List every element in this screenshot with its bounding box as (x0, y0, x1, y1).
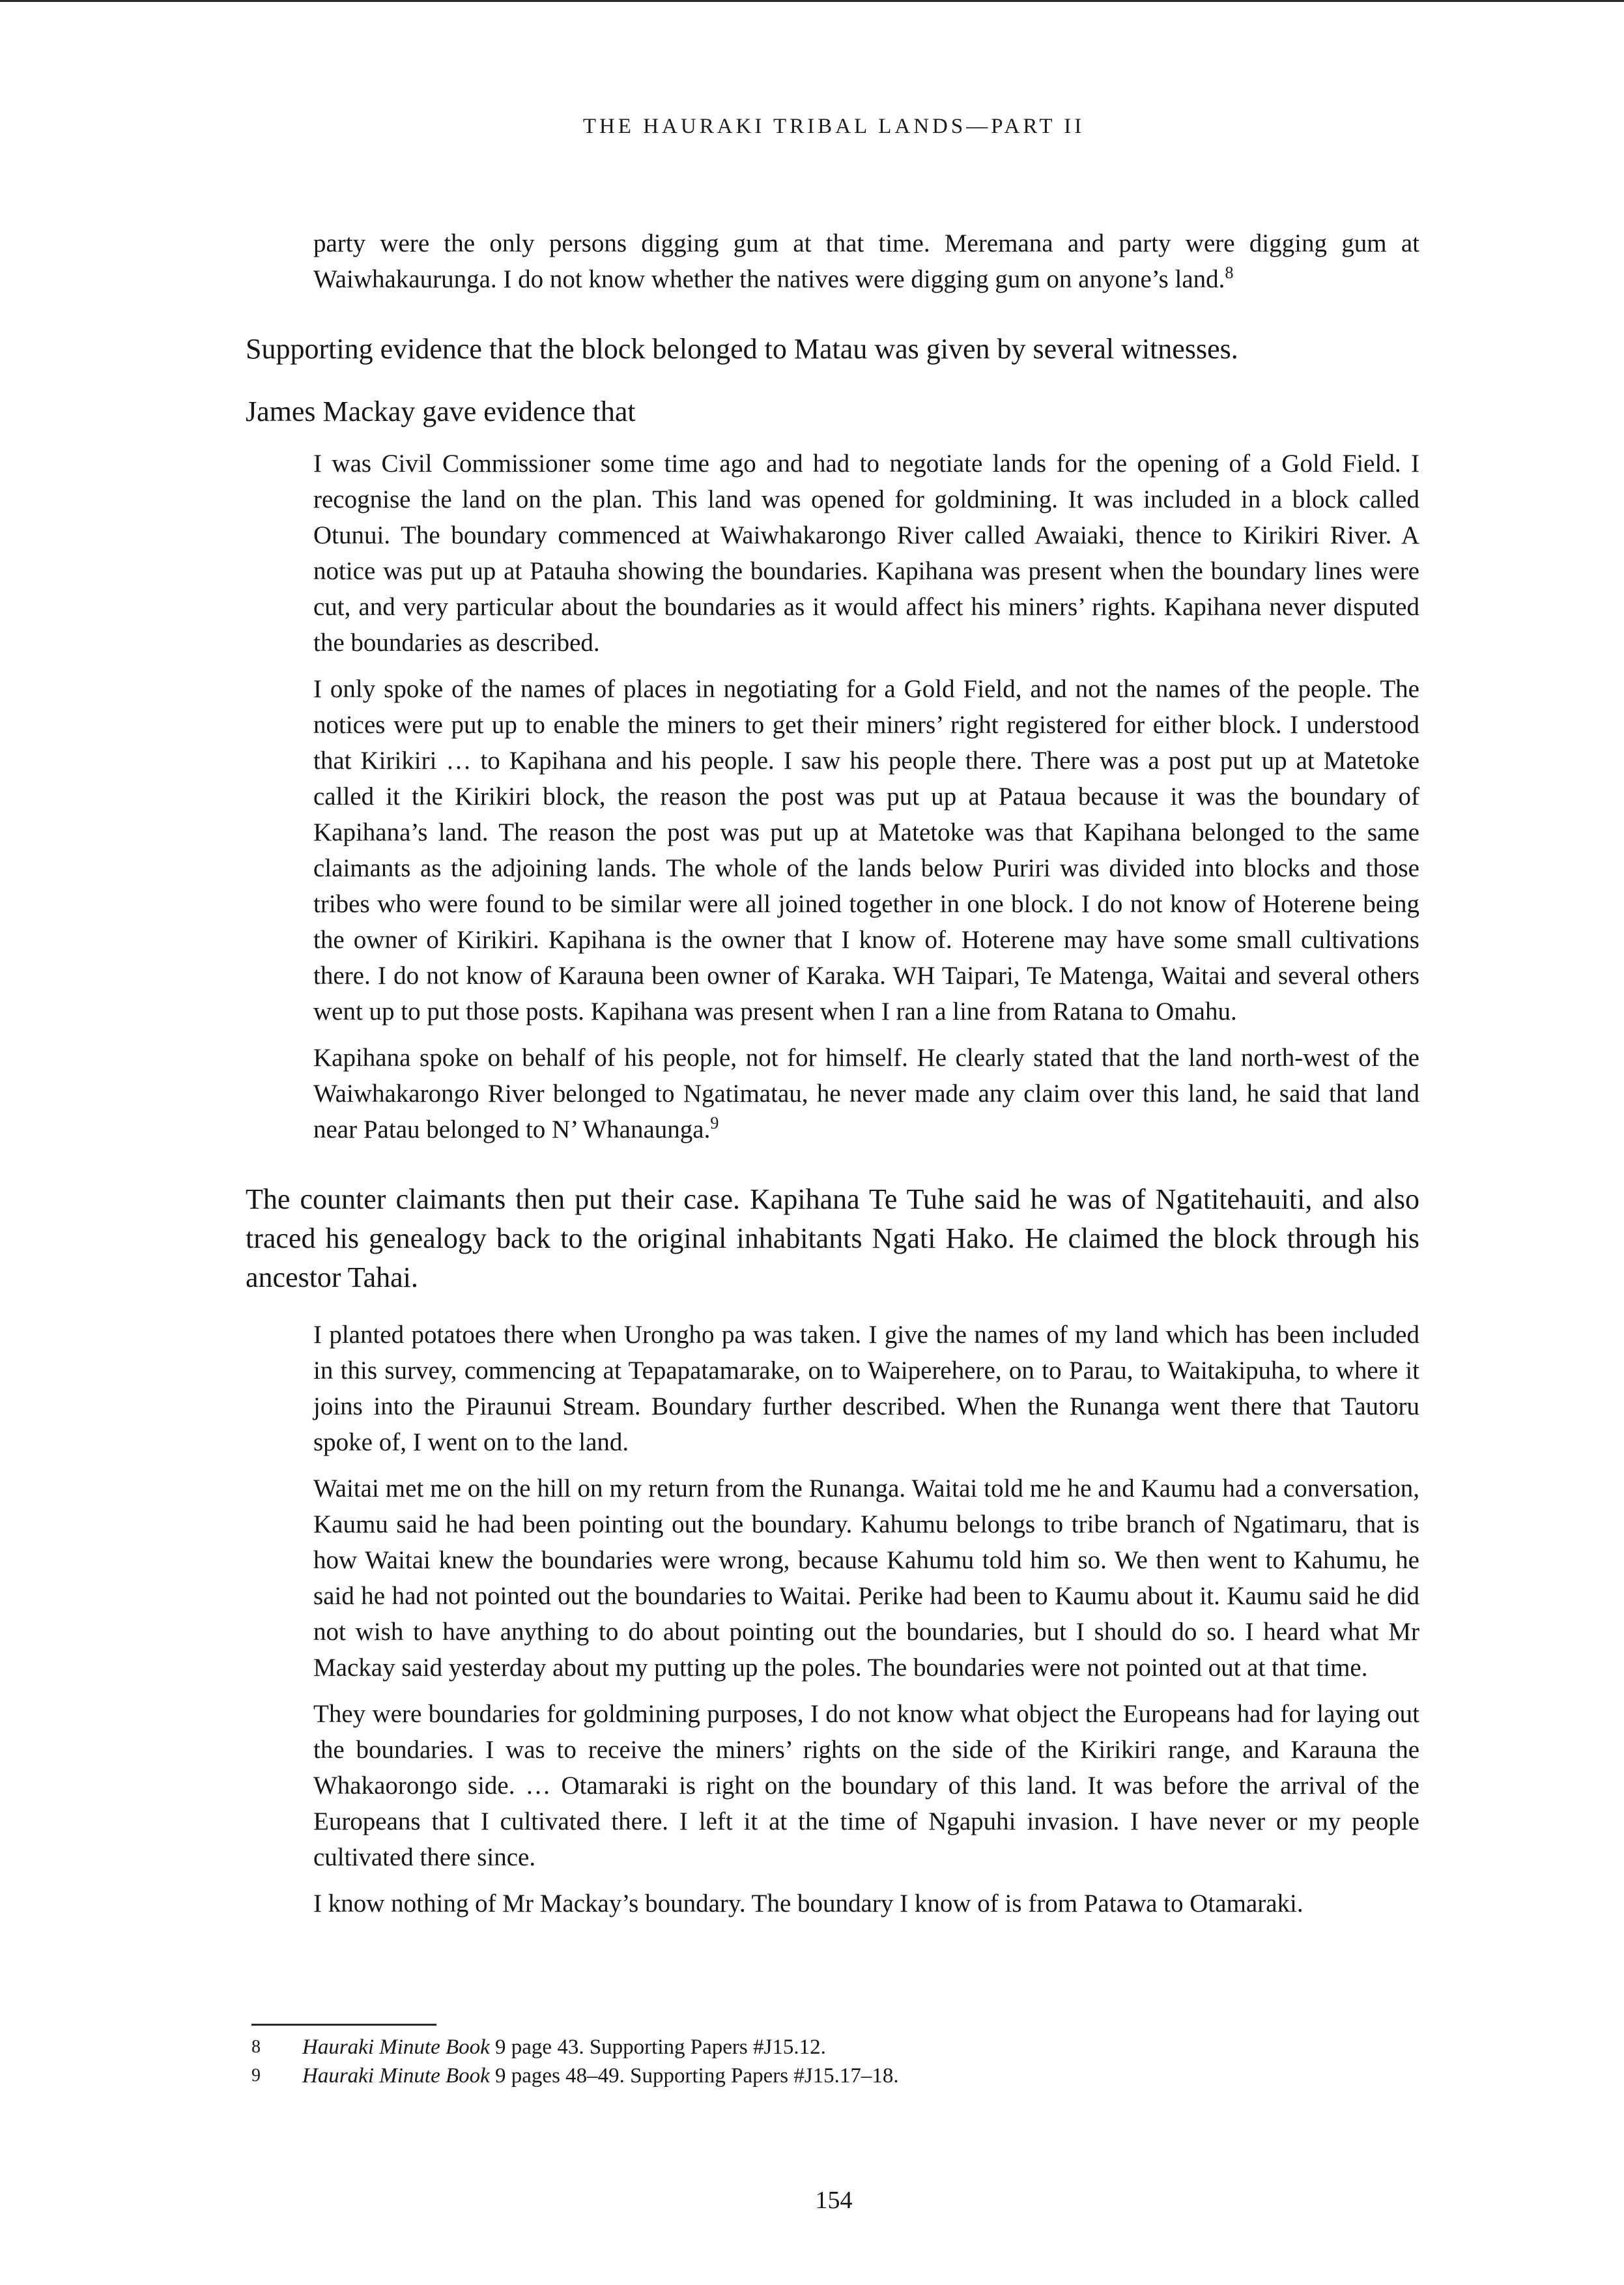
running-head: THE HAURAKI TRIBAL LANDS—PART II (582, 115, 1085, 138)
footnote-8 (251, 2033, 1417, 2062)
quote-text: party were the only persons digging gum at that time. Meremana and party were digging gum at Waiwhakaurunga. I do not know whether the natives were digging gum on anyone’s land. (313, 229, 1419, 293)
quote-paragraph (313, 225, 1419, 297)
quote-paragraph: I know nothing of Mr Mackay’s boundary. The boundary I know of is from Patawa to Otamaraki. (313, 1890, 1303, 1918)
body-paragraph-1: Supporting evidence that the block belonged to Matau was given by several witnesses. (246, 333, 1238, 365)
footnote-number: 9 (251, 2065, 261, 2086)
footnote-number: 8 (251, 2037, 261, 2057)
body-paragraph-3: The counter claimants then put their case. Kapihana Te Tuhe said he was of Ngatitehauiti, and also traced his genealogy back to the original inhabitants Ngati Hako. He claimed the block through his ancestor Tahai. (246, 1183, 1419, 1293)
footnotes (251, 2033, 1417, 2090)
page-number: 154 (815, 2187, 853, 2214)
footnote-text (302, 2033, 826, 2062)
block-quote-1 (313, 225, 1419, 297)
footnote-detail: 9 page 43. Supporting Papers #J15.12. (489, 2035, 826, 2059)
block-quote-2 (313, 446, 1419, 1147)
quote-text: Kapihana spoke on behalf of his people, not for himself. He clearly stated that the land north-west of the Waiwhakarongo River belonged to Ngatimatau, he never made any claim over this land, he said that land near Patau belonged to N’ Whanaunga. (313, 1044, 1419, 1143)
footnote-text (302, 2062, 899, 2090)
quote-paragraph: I only spoke of the names of places in negotiating for a Gold Field, and not the names of the people. The notices were put up to enable the miners to get their miners’ right registered for either block. I understood that Kirikiri … to Kapihana and his people. I saw his people there. There was a post put up at Matetoke called it the Kirikiri block, the reason the post was put up at Pataua because it was the boundary of Kapihana’s land. The reason the post was put up at Matetoke was that Kapihana belonged to the same claimants as the adjoining lands. The whole of the lands below Puriri was divided into blocks and those tribes who were found to be similar were all joined together in one block. I do not know of Hoterene being the owner of Kirikiri. Kapihana is the owner that I know of. Hoterene may have some small cultivations there. I do not know of Karauna been owner of Karaka. WH Taipari, Te Matenga, Waitai and several others went up to put those posts. Kapihana was present when I ran a line from Ratana to Omahu. (313, 675, 1419, 1026)
footnote-detail: 9 pages 48–49. Supporting Papers #J15.17–18. (489, 2064, 899, 2088)
page-top-border (0, 0, 1624, 2)
footnote-ref-9: 9 (710, 1114, 719, 1132)
quote-paragraph (313, 1040, 1419, 1147)
quote-paragraph: Waitai met me on the hill on my return from the Runanga. Waitai told me he and Kaumu had a conversation, Kaumu said he had been pointing out the boundary. Kahumu belongs to tribe branch of Ngatimaru, that is how Waitai knew the boundaries were wrong, because Kahumu told him so. We then went to Kahumu, he said he had not pointed out the boundaries to Waitai. Perike had been to Kaumu about it. Kaumu said he did not wish to have anything to do about pointing out the boundaries, but I should do so. I heard what Mr Mackay said yesterday about my putting up the poles. The boundaries were not pointed out at that time. (313, 1474, 1419, 1682)
page-body (246, 225, 1419, 1921)
body-paragraph-2: James Mackay gave evidence that (246, 395, 636, 427)
quote-paragraph: They were boundaries for goldmining purposes, I do not know what object the Europeans had for laying out the boundaries. I was to receive the miners’ rights on the side of the Kirikiri range, and Karauna the Whakaorongo side. … Otamaraki is right on the boundary of this land. It was before the arrival of the Europeans that I cultivated there. I left it at the time of Ngapuhi invasion. I have never or my people cultivated there since. (313, 1700, 1419, 1871)
footnote-separator (251, 2024, 436, 2026)
quote-paragraph: I was Civil Commissioner some time ago and had to negotiate lands for the opening of a Gold Field. I recognise the land on the plan. This land was opened for goldmining. It was included in a block called Otunui. The boundary commenced at Waiwhakarongo River called Awaiaki, thence to Kirikiri River. A notice was put up at Patauha showing the boundaries. Kapihana was present when the boundary lines were cut, and very particular about the boundaries as it would affect his miners’ rights. Kapihana never disputed the boundaries as described. (313, 450, 1419, 657)
footnote-ref-8: 8 (1225, 263, 1234, 282)
quote-paragraph: I planted potatoes there when Urongho pa was taken. I give the names of my land which has been included in this survey, commencing at Tepapatamarake, on to Waiperehere, on to Parau, to Waitakipuha, to where it joins into the Piraunui Stream. Boundary further described. When the Runanga went there that Tautoru spoke of, I went on to the land. (313, 1321, 1419, 1456)
footnote-source-title: Hauraki Minute Book (302, 2064, 490, 2088)
block-quote-3 (313, 1317, 1419, 1921)
footnote-source-title: Hauraki Minute Book (302, 2035, 490, 2059)
footnote-9 (251, 2062, 1417, 2090)
